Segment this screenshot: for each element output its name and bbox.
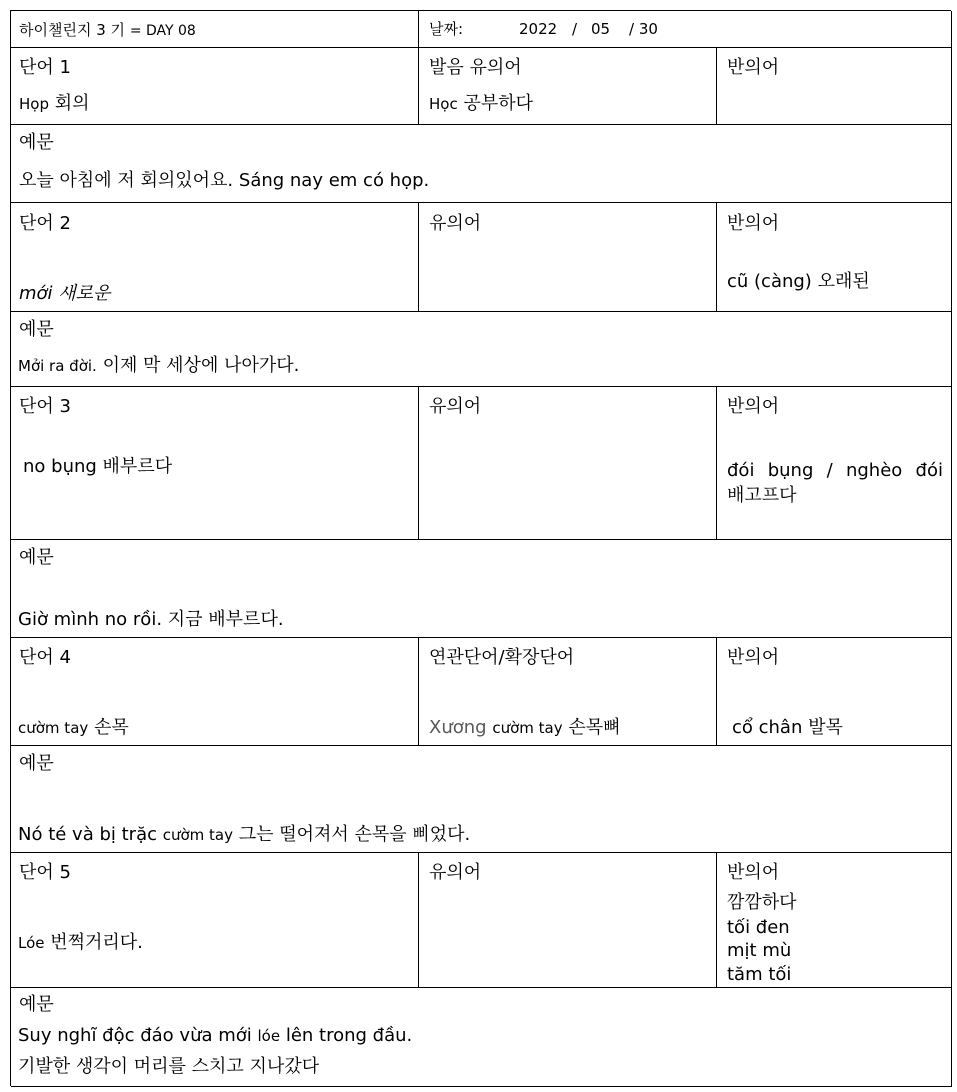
example1-ko: 오늘 아침에 저 회의있어요. bbox=[19, 170, 234, 191]
syn5-cell bbox=[419, 853, 717, 988]
example2-cell bbox=[11, 312, 952, 387]
ant5-line: tăm tối bbox=[727, 964, 792, 985]
ant3-word: / bbox=[826, 460, 833, 481]
word3-vi: no bụng bbox=[23, 456, 97, 477]
example1-vi: Sáng nay em có họp. bbox=[238, 170, 430, 191]
ant5-line: mịt mù bbox=[727, 940, 792, 961]
example5-vi2: lóe bbox=[257, 1027, 281, 1045]
vocabulary-worksheet bbox=[10, 10, 951, 1086]
word4-cell bbox=[11, 638, 419, 746]
syn1-label: 발음 유의어 bbox=[429, 57, 522, 78]
word4-ko: 손목 bbox=[94, 717, 129, 738]
header-day: = DAY 08 bbox=[129, 23, 196, 39]
ant3-line2: 배고프다 bbox=[727, 485, 797, 506]
word3-label: 단어 3 bbox=[19, 396, 71, 417]
word5-cell bbox=[11, 853, 419, 988]
word3-cell bbox=[11, 387, 419, 540]
example3-vi: Giờ mình no rồi. bbox=[18, 609, 163, 630]
example2-vi: Mởi ra đời. bbox=[18, 357, 97, 375]
ant2-vi: cũ (càng) bbox=[727, 271, 812, 292]
example1-cell bbox=[11, 125, 952, 203]
example3-label: 예문 bbox=[19, 547, 54, 568]
example4-cell bbox=[11, 746, 952, 853]
ant5-cell bbox=[717, 853, 952, 988]
example2-label: 예문 bbox=[19, 319, 54, 340]
example3-cell bbox=[11, 540, 952, 638]
syn5-label: 유의어 bbox=[429, 862, 482, 883]
syn4-vi2: cườm tay bbox=[492, 719, 563, 737]
word4-vi: cườm tay bbox=[18, 719, 89, 737]
example5-vi3: lên trong đầu. bbox=[285, 1025, 413, 1046]
ant4-label: 반의어 bbox=[727, 647, 780, 668]
syn4-vi1: Xương bbox=[429, 717, 487, 738]
ant1-cell bbox=[717, 48, 952, 125]
ant5-line: 깜깜하다 bbox=[727, 892, 797, 913]
example5-ko: 기발한 생각이 머리를 스치고 지나갔다 bbox=[18, 1056, 320, 1077]
word2-text: mới 새로운 bbox=[19, 283, 111, 304]
word4-label: 단어 4 bbox=[19, 647, 71, 668]
ant4-ko: 발목 bbox=[808, 717, 843, 738]
syn2-label: 유의어 bbox=[429, 213, 482, 234]
syn3-label: 유의어 bbox=[429, 396, 482, 417]
syn4-cell bbox=[419, 638, 717, 746]
ant3-cell bbox=[717, 387, 952, 540]
ant3-label: 반의어 bbox=[727, 396, 780, 417]
syn4-ko: 손목뼈 bbox=[568, 717, 621, 738]
date-sep2: / 30 bbox=[629, 20, 658, 38]
ant2-cell bbox=[717, 203, 952, 312]
ant3-word: đói bbox=[727, 460, 755, 481]
ant2-ko: 오래된 bbox=[817, 271, 870, 292]
syn2-cell bbox=[419, 203, 717, 312]
date-sep1: / bbox=[572, 20, 578, 38]
ant3-word: nghèo bbox=[845, 460, 903, 481]
word2-cell bbox=[11, 203, 419, 312]
example2-ko: 이제 막 세상에 나아가다. bbox=[102, 355, 300, 376]
word1-vi: Họp bbox=[19, 95, 49, 113]
word2-label: 단어 2 bbox=[19, 213, 71, 234]
syn1-cell bbox=[419, 48, 717, 125]
ant4-vi: cổ chân bbox=[732, 717, 803, 738]
example4-label: 예문 bbox=[19, 753, 54, 774]
ant5-label: 반의어 bbox=[727, 862, 780, 883]
syn1-ko: 공부하다 bbox=[463, 93, 534, 114]
syn3-cell bbox=[419, 387, 717, 540]
ant2-label: 반의어 bbox=[727, 213, 780, 234]
example1-label: 예문 bbox=[19, 132, 54, 153]
example4-ko: 그는 떨어져서 손목을 삐었다. bbox=[238, 824, 471, 845]
word1-label: 단어 1 bbox=[19, 57, 71, 78]
example3-ko: 지금 배부르다. bbox=[167, 609, 284, 630]
syn1-vi: Học bbox=[429, 95, 458, 113]
example5-label: 예문 bbox=[19, 994, 54, 1015]
word5-ko: 번쩍거리다. bbox=[50, 932, 143, 953]
example4-vi2: cườm tay bbox=[162, 826, 233, 844]
ant3-word: bụng bbox=[767, 460, 814, 481]
word5-vi: Lóe bbox=[18, 934, 45, 952]
example5-cell bbox=[11, 988, 952, 1087]
date-year: 2022 bbox=[519, 20, 558, 38]
word3-ko: 배부르다 bbox=[102, 456, 173, 477]
header-title: 하이챌린지 3 기 bbox=[19, 21, 126, 39]
example5-vi1: Suy nghĩ độc đáo vừa mới bbox=[18, 1025, 252, 1046]
header-date-cell bbox=[419, 11, 952, 48]
ant3-line1 bbox=[727, 460, 943, 482]
ant1-label: 반의어 bbox=[727, 57, 780, 78]
date-label: 날짜: bbox=[429, 20, 464, 38]
word1-ko: 회의 bbox=[54, 93, 90, 114]
header-title-cell bbox=[11, 11, 419, 48]
word1-cell bbox=[11, 48, 419, 125]
ant5-line: tối đen bbox=[727, 917, 790, 938]
word5-label: 단어 5 bbox=[19, 862, 71, 883]
example4-vi1: Nó té và bị trặc bbox=[18, 824, 157, 845]
ant4-cell bbox=[717, 638, 952, 746]
ant3-word: đói bbox=[915, 460, 943, 481]
date-month: 05 bbox=[591, 20, 611, 38]
syn4-label: 연관단어/확장단어 bbox=[429, 647, 575, 668]
